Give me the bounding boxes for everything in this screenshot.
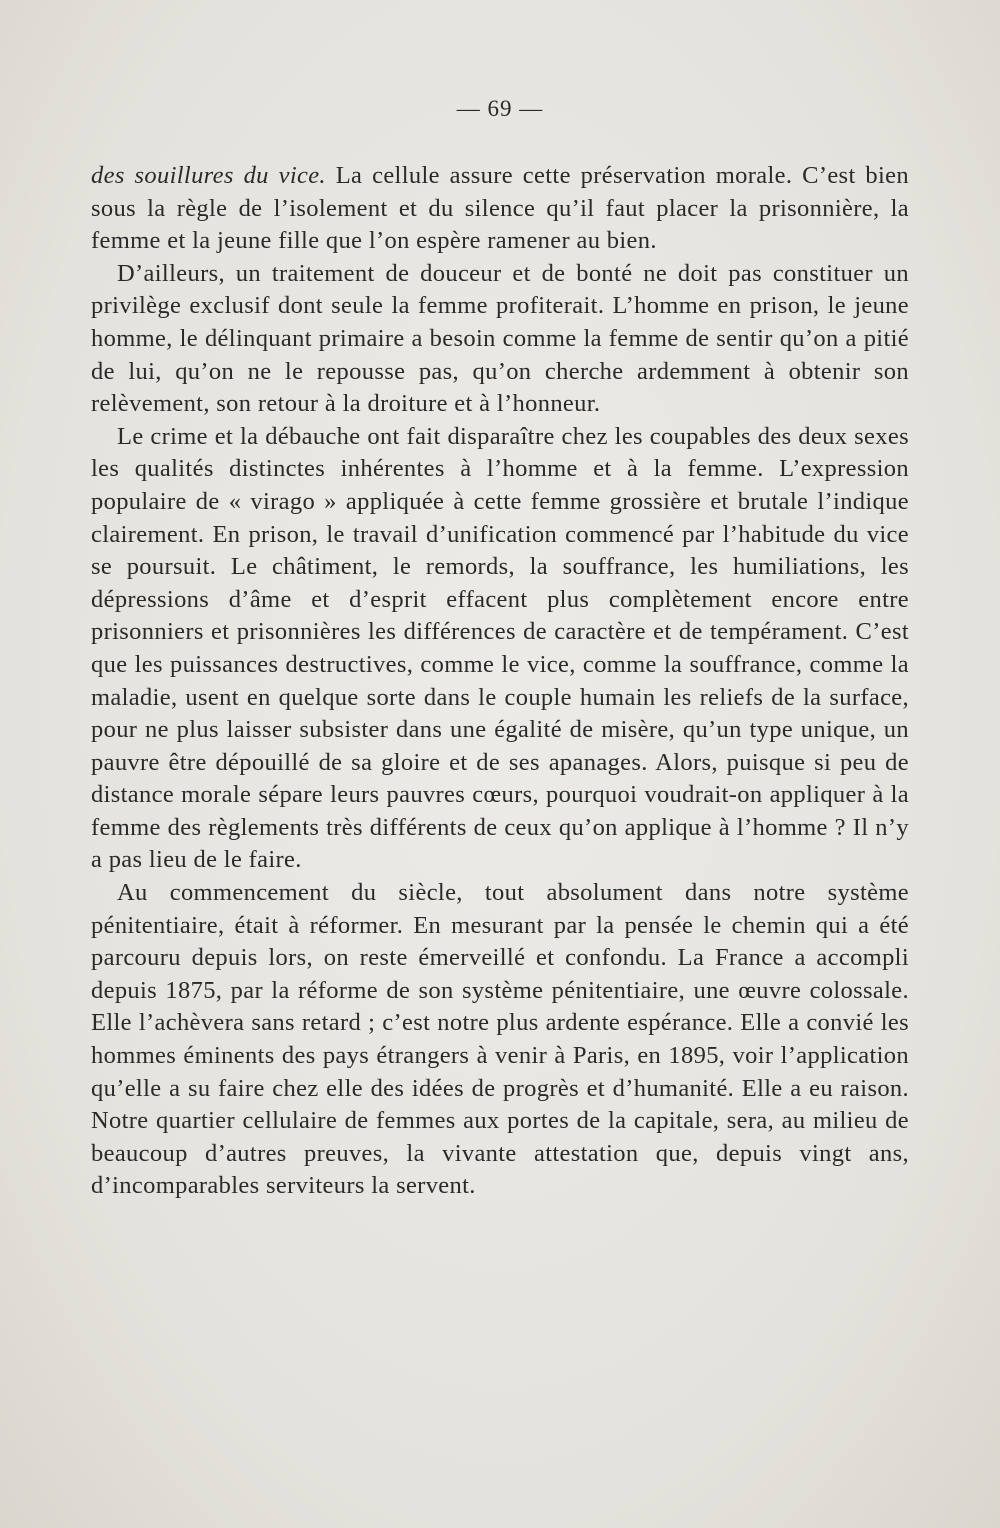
- paragraph-2: D’ailleurs, un traitement de douceur et de bonté ne doit pas constituer un privilège exclusif dont seule la femme profiterait. L’homme en prison, le jeune homme, le délinquant primaire a besoin comme la femme de sentir qu’on a pitié de lui, qu’on ne le repousse pas, qu’on cherche ardemment à obtenir son relèvement, son retour à la droiture et à l’honneur.: [91, 259, 909, 418]
- italic-phrase: des souillures du vice.: [91, 162, 326, 189]
- body-text: [91, 160, 909, 1203]
- page-number: — 69 —: [456, 96, 544, 121]
- paragraph-1: [91, 160, 909, 258]
- paragraph-3: Le crime et la débauche ont fait disparaître chez les coupables des deux sexes les qualités distinctes inhérentes à l’homme et à la femme. L’expression populaire de « virago » appliquée à cette femme grossière et brutale l’indique clairement. En prison, le travail d’unification commencé par l’habitude du vice se poursuit. Le châtiment, le remords, la souffrance, les humiliations, les dépressions d’âme et d’esprit effacent plus complètement encore entre prisonniers et prisonnières les différences de caractère et de tempérament. C’est que les puissances destructives, comme le vice, comme la souffrance, comme la maladie, usent en quelque sorte dans le couple humain les reliefs de la surface, pour ne plus laisser subsister dans une égalité de misère, qu’un type unique, un pauvre être dépouillé de sa gloire et de ses apanages. Alors, puisque si peu de distance morale sépare leurs pauvres cœurs, pourquoi voudrait-on appliquer à la femme des règlements très différents de ceux qu’on applique à l’homme ? Il n’y a pas lieu de le faire.: [91, 422, 909, 874]
- paragraph-4: Au commencement du siècle, tout absolument dans notre système pénitentiaire, était à réformer. En mesurant par la pensée le chemin qui a été parcouru depuis lors, on reste émerveillé et confondu. La France a accompli depuis 1875, par la réforme de son système pénitentiaire, une œuvre colossale. Elle l’achèvera sans retard ; c’est notre plus ardente espérance. Elle a convié les hommes éminents des pays étrangers à venir à Paris, en 1895, voir l’application qu’elle a su faire chez elle des idées de progrès et d’humanité. Elle a eu raison. Notre quartier cellulaire de femmes aux portes de la capitale, sera, au milieu de beaucoup d’autres preuves, la vivante attestation que, depuis vingt ans, d’incomparables serviteurs la servent.: [91, 879, 909, 1200]
- paragraph-1-text: La cellule assure cette préservation morale. C’est bien sous la règle de l’isolement et du silence qu’il faut placer la prisonnière, la femme et la jeune fille que l’on espère ramener au bien.: [91, 162, 909, 255]
